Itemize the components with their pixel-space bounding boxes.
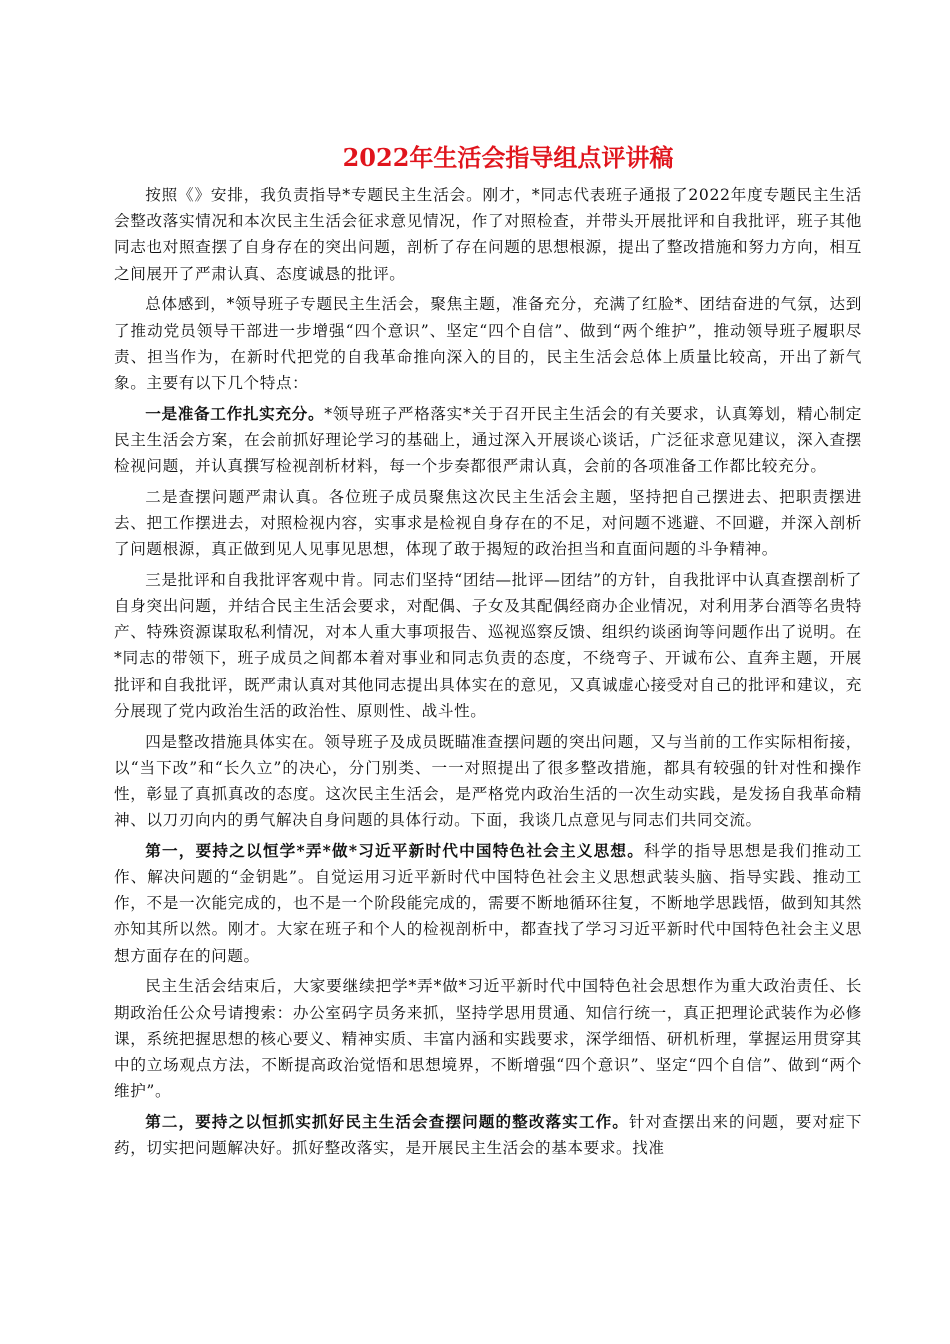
paragraph-text: *领导班子严格落实*关于召开民主生活会的有关要求，认真筹划，精心制定民主生活会方案，在会前抓好理论学习的基础上，通过深入开展谈心谈话，广泛征求意见建议，深入查摆检视问题，并认真撰写检视剖析材料，每一个步奏都很严肃认真，会前的各项准备工作都比较充分。	[114, 404, 862, 476]
paragraph-lead: 一是准备工作扎实充分。	[145, 403, 325, 423]
paragraph	[114, 484, 862, 563]
paragraph	[114, 973, 862, 1104]
paragraph	[114, 401, 862, 480]
paragraph-text: 二是查摆问题严肃认真。各位班子成员聚焦这次民主生活会主题，坚持把自己摆进去、把职责摆进去、把工作摆进去，对照检视内容，实事求是检视自身存在的不足，对问题不逃避、不回避，并深入剖析了问题根源，真正做到见人见事见思想，体现了敢于揭短的政治担当和直面问题的斗争精神。	[114, 487, 862, 559]
paragraph	[114, 291, 862, 396]
document-page	[114, 138, 862, 1166]
paragraph-text: 科学的指导思想是我们推动工作、解决问题的“金钥匙”。自觉运用习近平新时代中国特色社会主义思想武装头脑、指导实践、推动工作，不是一次能完成的，也不是一个阶段能完成的，需要不断地循环往复，不断地学思践悟，做到知其然亦知其所以然。刚才。大家在班子和个人的检视剖析中，都查找了学习习近平新时代中国特色社会主义思想方面存在的问题。	[114, 841, 862, 965]
paragraph	[114, 1109, 862, 1161]
paragraph	[114, 729, 862, 834]
paragraph-text: 三是批评和自我批评客观中肯。同志们坚持“团结—批评—团结”的方针，自我批评中认真查摆剖析了自身突出问题，并结合民主生活会要求，对配偶、子女及其配偶经商办企业情况，对利用茅台酒等名贵特产、特殊资源谋取私利情况，对本人重大事项报告、巡视巡察反馈、组织约谈函询等问题作出了说明。在*同志的带领下，班子成员之间都本着对事业和同志负责的态度，不绕弯子、开诚布公、直奔主题，开展批评和自我批评，既严肃认真对其他同志提出具体实在的意见，又真诚虚心接受对自己的批评和建议，充分展现了党内政治生活的政治性、原则性、战斗性。	[114, 570, 862, 720]
document-body	[114, 182, 862, 1161]
paragraph-lead: 第二，要持之以恒抓实抓好民主生活会查摆问题的整改落实工作。	[145, 1111, 629, 1131]
paragraph-text: 针对查摆出来的问题，要对症下药，切实把问题解决好。抓好整改落实，是开展民主生活会的基本要求。找准	[114, 1112, 863, 1158]
paragraph-text: 民主生活会结束后，大家要继续把学*弄*做*习近平新时代中国特色社会思想作为重大政治责任、长期政治任公众号请搜索：办公室码字员务来抓，坚持学思用贯通、知信行统一，真正把理论武装作为必修课，系统把握思想的核心要义、精神实质、丰富内涵和实践要求，深学细悟、研机析理，掌握运用贯穿其中的立场观点方法，不断提高政治觉悟和思想境界，不断增强“四个意识”、坚定“四个自信”、做到“两个维护”。	[114, 977, 862, 1101]
paragraph	[114, 838, 862, 969]
document-title: 2022年生活会指导组点评讲稿	[342, 143, 674, 172]
paragraph	[114, 567, 862, 724]
paragraph-text: 总体感到，*领导班子专题民主生活会，聚焦主题，准备充分，充满了红脸*、团结奋进的气氛，达到了推动党员领导干部进一步增强“四个意识”、坚定“四个自信”、做到“两个维护”，推动领导班子履职尽责、担当作为，在新时代把党的自我革命推向深入的目的，民主生活会总体上质量比较高，开出了新气象。主要有以下几个特点：	[114, 295, 862, 392]
paragraph-text: 四是整改措施具体实在。领导班子及成员既瞄准查摆问题的突出问题，又与当前的工作实际相衔接，以“当下改”和“长久立”的决心，分门别类、一一对照提出了很多整改措施，都具有较强的针对性和操作性，彰显了真抓真改的态度。这次民主生活会，是严格党内政治生活的一次生动实践，是发扬自我革命精神、以刀刃向内的勇气解决自身问题的具体行动。下面，我谈几点意见与同志们共同交流。	[114, 732, 862, 830]
paragraph-text: 按照《》安排，我负责指导*专题民主生活会。刚才，*同志代表班子通报了2022年度专题民主生活会整改落实情况和本次民主生活会征求意见情况，作了对照检查，并带头开展批评和自我批评，班子其他同志也对照查摆了自身存在的突出问题，剖析了存在问题的思想根源，提出了整改措施和努力方向，相互之间展开了严肃认真、态度诚恳的批评。	[114, 186, 862, 283]
paragraph	[114, 182, 862, 287]
paragraph-lead: 第一，要持之以恒学*弄*做*习近平新时代中国特色社会主义思想。	[145, 840, 645, 860]
